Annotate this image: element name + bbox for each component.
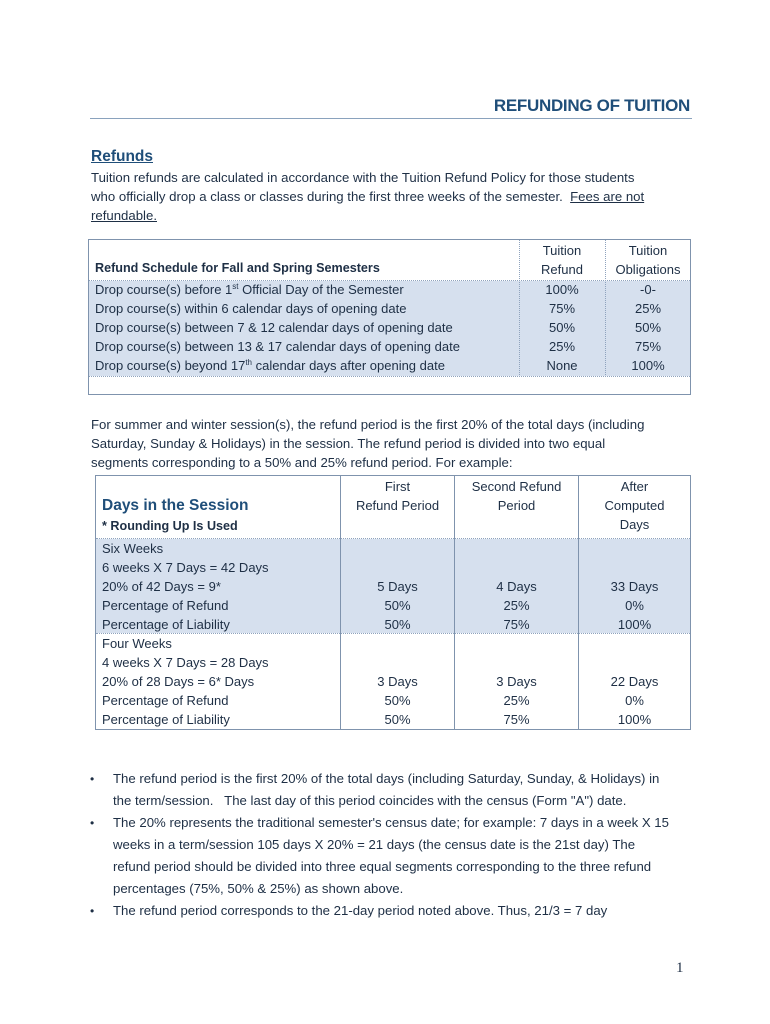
bullet-icon: • [90, 904, 95, 918]
cell-value: 25% [503, 693, 530, 708]
refunds-line-2 [91, 187, 644, 206]
four-weeks-first-period [341, 672, 454, 729]
cell-value: 75% [503, 712, 530, 727]
table-row [89, 319, 690, 338]
col-tuition-obligations-header [605, 241, 691, 279]
page-title: REFUNDING OF TUITION [493, 96, 690, 115]
table-col-divider [454, 476, 455, 729]
bullet-line: refund period should be divided into three equal segments corresponding to the three refund [113, 859, 652, 874]
bullet-icon: • [90, 772, 95, 786]
page-number: 1 [676, 960, 684, 976]
cell-value: 50% [384, 712, 411, 727]
row-label-sup: th [245, 358, 252, 367]
row-label: Drop course(s) between 13 & 17 calendar days of opening date [95, 339, 460, 354]
row-label [95, 282, 404, 297]
bullet-line: weeks in a term/session 105 days X 20% = 21 days (the census date is the 21st day) The [113, 837, 636, 852]
obligation-value: 75% [634, 339, 662, 354]
col-tuition-obligations-line1: Tuition [628, 243, 668, 258]
four-weeks-label: Four Weeks [102, 636, 172, 651]
obligation-value: 25% [634, 301, 662, 316]
table-row [89, 338, 690, 357]
col-tuition-refund-line2: Refund [541, 262, 583, 277]
refunds-heading: Refunds [91, 148, 153, 165]
list-item [90, 768, 700, 812]
row-label-text: Drop course(s) beyond 17 [95, 358, 246, 373]
rounding-note: * Rounding Up Is Used [102, 519, 238, 533]
six-weeks-pct-refund: Percentage of Refund [102, 598, 229, 613]
col-first-line1: First [384, 479, 411, 494]
col-after-computed-header [579, 477, 690, 534]
summer-intro-line-1: For summer and winter session(s), the refund period is the first 20% of the total days (including [91, 417, 645, 432]
cell-value: 3 Days [377, 674, 418, 689]
bullet-line: the term/session. The last day of this period coincides with the census (Form "A") date. [113, 793, 627, 808]
col-after-line2: Computed [604, 498, 665, 513]
four-weeks-pct-refund: Percentage of Refund [102, 693, 229, 708]
fees-note-part1: Fees are not [570, 189, 645, 204]
col-tuition-obligations-line2: Obligations [615, 262, 681, 277]
refunds-line-3 [91, 206, 157, 225]
obligation-value: -0- [640, 282, 656, 297]
table-row [89, 300, 690, 319]
refunds-line-1: Tuition refunds are calculated in accordance with the Tuition Refund Policy for those students [91, 170, 635, 185]
col-second-refund-header [455, 477, 578, 515]
col-after-line1: After [620, 479, 649, 494]
table-row [89, 357, 690, 376]
col-first-refund-header [341, 477, 454, 515]
obligation-value: 100% [631, 358, 665, 373]
six-weeks-first-period [341, 577, 454, 634]
four-weeks-labels [102, 634, 269, 729]
col-tuition-refund-header [519, 241, 605, 279]
refund-value: 50% [548, 320, 576, 335]
six-weeks-pct-liability: Percentage of Liability [102, 617, 230, 632]
schedule-header-label: Refund Schedule for Fall and Spring Semesters [95, 261, 380, 275]
table-divider [96, 538, 690, 539]
summer-intro-line-2: Saturday, Sunday & Holidays) in the session. The refund period is divided into two equal [91, 436, 606, 451]
refund-value: None [546, 358, 578, 373]
cell-value: 25% [503, 598, 530, 613]
six-weeks-second-period [455, 577, 578, 634]
cell-value: 50% [384, 693, 411, 708]
col-first-line2: Refund Period [355, 498, 440, 513]
bullet-line: The refund period corresponds to the 21-day period noted above. Thus, 21/3 = 7 day [113, 903, 608, 918]
four-weeks-after-computed [579, 672, 690, 729]
six-weeks-label: Six Weeks [102, 541, 164, 556]
six-weeks-twenty-pct: 20% of 42 Days = 9* [102, 579, 221, 594]
cell-value: 50% [384, 598, 411, 613]
row-label-sup: st [232, 282, 239, 291]
col-second-line2: Period [497, 498, 536, 513]
days-in-session-heading: Days in the Session [102, 497, 249, 514]
four-weeks-second-period [455, 672, 578, 729]
table-row [89, 281, 690, 300]
row-label: Drop course(s) between 7 & 12 calendar days of opening date [95, 320, 453, 335]
cell-value: 22 Days [610, 674, 659, 689]
six-weeks-labels [102, 539, 269, 634]
col-second-line1: Second Refund [471, 479, 562, 494]
cell-value: 4 Days [496, 579, 537, 594]
cell-value: 3 Days [496, 674, 537, 689]
four-weeks-calc: 4 weeks X 7 Days = 28 Days [102, 655, 269, 670]
bullet-line: The refund period is the first 20% of the total days (including Saturday, Sunday, & Holidays) in [113, 771, 660, 786]
cell-value: 0% [625, 598, 644, 613]
table-divider [89, 280, 690, 281]
row-label [95, 358, 445, 373]
four-weeks-pct-liability: Percentage of Liability [102, 712, 230, 727]
cell-value: 33 Days [610, 579, 659, 594]
session-days-table [95, 475, 691, 730]
table-col-divider [519, 240, 520, 377]
notes-bullet-list [90, 768, 700, 922]
cell-value: 100% [617, 617, 652, 632]
cell-value: 75% [503, 617, 530, 632]
row-label-text-cont: calendar days after opening date [251, 358, 445, 373]
col-after-line3: Days [619, 517, 650, 532]
table-divider [89, 376, 690, 377]
row-label: Drop course(s) within 6 calendar days of opening date [95, 301, 407, 316]
cell-value: 100% [617, 712, 652, 727]
list-item [90, 900, 700, 922]
summer-intro-line-3: segments corresponding to a 50% and 25% refund period. For example: [91, 455, 513, 470]
table-divider [96, 633, 690, 634]
refund-value: 25% [548, 339, 576, 354]
four-weeks-twenty-pct: 20% of 28 Days = 6* Days [102, 674, 255, 689]
six-weeks-calc: 6 weeks X 7 Days = 42 Days [102, 560, 269, 575]
refund-value: 75% [548, 301, 576, 316]
title-divider [90, 118, 692, 119]
row-label-text-cont: Official Day of the Semester [238, 282, 404, 297]
table-col-divider [340, 476, 341, 729]
cell-value: 0% [625, 693, 644, 708]
cell-value: 5 Days [377, 579, 418, 594]
table-col-divider [605, 240, 606, 377]
obligation-value: 50% [634, 320, 662, 335]
bullet-icon: • [90, 816, 95, 830]
cell-value: 50% [384, 617, 411, 632]
refunds-line-2-text: who officially drop a class or classes during the first three weeks of the semester. [91, 189, 571, 204]
col-tuition-refund-line1: Tuition [542, 243, 582, 258]
list-item [90, 812, 700, 900]
refund-schedule-table [88, 239, 691, 395]
bullet-line: percentages (75%, 50% & 25%) as shown above. [113, 881, 404, 896]
six-weeks-after-computed [579, 577, 690, 634]
fees-note-part2: refundable. [91, 208, 157, 223]
bullet-line: The 20% represents the traditional semester's census date; for example: 7 days in a week X 15 [113, 815, 669, 830]
refund-value: 100% [545, 282, 579, 297]
row-label-text: Drop course(s) before 1 [95, 282, 233, 297]
table-col-divider [578, 476, 579, 729]
